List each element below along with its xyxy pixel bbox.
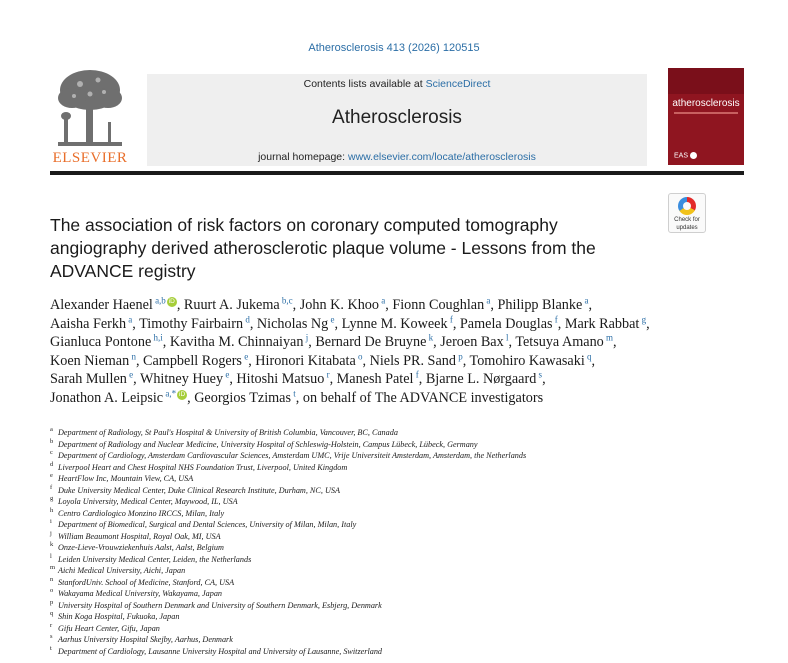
affiliation-text: Centro Cardiologico Monzino IRCCS, Milan, Italy xyxy=(58,508,225,518)
author-name[interactable]: Mark Rabbat xyxy=(564,315,640,332)
cover-stripe xyxy=(668,68,744,94)
journal-header xyxy=(50,66,744,166)
affiliation-marker[interactable]: e xyxy=(223,369,230,380)
author-name[interactable]: Aaisha Ferkh xyxy=(50,315,127,332)
check-label-2: updates xyxy=(676,225,698,231)
author-name[interactable]: Tomohiro Kawasaki xyxy=(469,352,585,369)
journal-name: Atherosclerosis xyxy=(332,107,462,128)
affiliation-marker[interactable]: f xyxy=(447,313,453,324)
affiliation-text: Department of Radiology and Nuclear Medicine, University Hospital of Schleswig-Holstein, Campus Lübeck, Lübeck, Germany xyxy=(58,439,478,449)
affiliation-text: Gifu Heart Center, Gifu, Japan xyxy=(58,623,160,633)
author-name[interactable]: Tetsuya Amano xyxy=(515,334,604,351)
affiliation-marker[interactable]: a xyxy=(378,295,386,306)
author[interactable] xyxy=(470,353,592,369)
author-name[interactable]: Whitney Huey xyxy=(139,371,224,388)
affiliation-text: Liverpool Heart and Chest Hospital NHS Foundation Trust, Liverpool, United Kingdom xyxy=(58,462,348,472)
elsevier-wordmark[interactable]: ELSEVIER xyxy=(52,150,128,166)
affiliation-marker[interactable]: s xyxy=(536,369,543,380)
author[interactable] xyxy=(143,353,248,369)
affiliation-text: Department of Radiology, St Paul's Hospital & University of British Columbia, Vancouver, BC, Canada xyxy=(58,428,398,437)
author-name[interactable]: Georgios Tzimas xyxy=(194,389,291,406)
affiliation-item: f Duke University Medical Center, Duke Clinical Research Institute, Durham, NC, USA xyxy=(50,483,340,495)
cover-divider xyxy=(674,112,738,114)
affiliation-marker[interactable]: t xyxy=(291,388,296,399)
author-name[interactable]: Niels PR. Sand xyxy=(369,352,456,369)
affiliation-marker[interactable]: f xyxy=(552,313,558,324)
affiliation-marker[interactable]: e xyxy=(241,351,249,362)
author[interactable] xyxy=(140,371,229,387)
affiliation-list xyxy=(50,427,750,657)
affiliation-item: e HeartFlow Inc, Mountain View, CA, USA xyxy=(50,472,194,483)
affiliation-item: r Gifu Heart Center, Gifu, Japan xyxy=(50,621,160,633)
crossmark-icon xyxy=(678,197,696,215)
affiliation-text: Department of Biomedical, Surgical and Dental Sciences, University of Milan, Milan, Italy xyxy=(58,520,357,529)
journal-masthead xyxy=(147,74,647,166)
affiliation-text: Loyola University, Medical Center, Maywood, IL, USA xyxy=(58,497,238,506)
affiliation-item: i Department of Biomedical, Surgical and Dental Sciences, University of Milan, Milan, Italy xyxy=(50,518,357,529)
contents-prefix: Contents lists available at xyxy=(303,78,426,90)
affiliation-marker[interactable]: l xyxy=(503,332,509,343)
author[interactable] xyxy=(392,297,490,313)
journal-cover[interactable] xyxy=(668,68,744,165)
author-name[interactable]: Manesh Patel xyxy=(336,371,414,388)
affiliation-marker[interactable]: g xyxy=(639,313,647,324)
homepage-prefix: journal homepage: xyxy=(258,151,348,163)
author[interactable] xyxy=(50,334,163,350)
affiliation-marker[interactable]: a,b xyxy=(152,295,166,306)
affiliation-item: p University Hospital of Southern Denmark and University of Southern Denmark, Esbjerg, Denmark xyxy=(50,598,382,610)
affiliation-item: n StanfordUniv. School of Medicine, Stanford, CA, USA xyxy=(50,575,235,587)
affiliation-marker[interactable]: e xyxy=(126,369,134,380)
affiliation-item: a Department of Radiology, St Paul's Hospital & University of British Columbia, Vancouver, BC, Canada xyxy=(50,426,398,437)
author[interactable] xyxy=(256,313,335,332)
author[interactable] xyxy=(300,297,385,313)
affiliation-item: t Department of Cardiology, Lausanne University Hospital and University of Lausanne, Switzerland xyxy=(50,644,383,656)
affiliation-text: Department of Cardiology, Lausanne University Hospital and University of Lausanne, Switzerland xyxy=(58,646,383,656)
author-list: Alexander Haenel $^{a,b}$ iD , Ruurt A. Jukema $^{b,c}$, John K. Khoo $^a$, Fionn Coughlan $^a$, Philipp Blanke $^a$, Aaisha Ferkh $^a$, Timothy Fairbairn $^d$, Nicholas Ng $^e$, Lynne M. Koweek $^f$, Pamela Douglas $^f$, Mark Rabbat $^g$, Gianluca Pontone $^{h,i}$, Kavitha M. Chinnaiyan $^j$, Bernard De Bruyne $^k$, Jeroen Bax $^l$, Tetsuya Amano $^m$, Koen Nieman $^n$, Campbell Rogers $^e$, Hironori Kitabata $^o$, Niels PR. Sand $^p$, Tomohiro Kawasaki $^q$, Sarah Mullen $^e$, Whitney Huey $^e$, Hitoshi Matsuo $^r$, Manesh Patel $^f$, Bjarne L. Nørgaard $^s$, Jonathon A. Leipsic $^{a,*}$ iD , Georgios Tzimas $^t$, on behalf of The ADVANCE investigators xyxy=(50,295,650,406)
author-name[interactable]: Fionn Coughlan xyxy=(392,297,485,313)
author[interactable] xyxy=(337,371,419,387)
author-name[interactable]: Timothy Fairbairn xyxy=(139,315,244,332)
affiliation-item: l Leiden University Medical Center, Leiden, the Netherlands xyxy=(50,552,252,564)
author-name[interactable]: Koen Nieman xyxy=(50,352,130,369)
affiliation-item: d Liverpool Heart and Chest Hospital NHS Foundation Trust, Liverpool, United Kingdom xyxy=(50,460,348,472)
affiliation-text: Shin Koga Hospital, Fukuoka, Japan xyxy=(58,612,180,621)
affiliation-marker[interactable]: f xyxy=(413,369,419,380)
affiliation-item: b Department of Radiology and Nuclear Medicine, University Hospital of Schleswig-Holstein, Campus Lübeck, Lübeck, Germany xyxy=(50,437,478,449)
author-name[interactable]: Nicholas Ng xyxy=(256,315,329,332)
author-name[interactable]: Sarah Mullen xyxy=(50,371,127,388)
affiliation-item: j William Beaumont Hospital, Royal Oak, MI, USA xyxy=(50,529,221,541)
affiliation-text: Duke University Medical Center, Duke Clinical Research Institute, Durham, NC, USA xyxy=(58,485,340,495)
author[interactable] xyxy=(440,334,508,350)
header-rule xyxy=(50,171,744,175)
author[interactable] xyxy=(498,297,589,313)
author-name[interactable]: Bjarne L. Nørgaard xyxy=(425,371,537,388)
author[interactable] xyxy=(459,313,558,332)
affiliation-marker[interactable]: d xyxy=(243,313,250,324)
affiliation-text: William Beaumont Hospital, Royal Oak, MI, USA xyxy=(58,531,221,541)
affiliation-marker[interactable]: e xyxy=(328,313,335,324)
affiliation-marker[interactable]: p xyxy=(455,351,463,362)
check-for-updates-button[interactable] xyxy=(668,193,706,233)
affiliation-text: University Hospital of Southern Denmark and University of Southern Denmark, Esbjerg, Denmark xyxy=(58,600,382,610)
affiliation-text: HeartFlow Inc, Mountain View, CA, USA xyxy=(58,474,194,483)
author-name[interactable]: Jonathon A. Leipsic xyxy=(50,389,164,406)
affiliation-marker[interactable]: a xyxy=(484,295,491,306)
affiliation-marker[interactable]: a xyxy=(582,295,589,306)
affiliation-marker[interactable]: o xyxy=(355,351,363,362)
affiliation-text: Onze-Lieve-Vrouwziekenhuis Aalst, Aalst, Belgium xyxy=(58,543,224,552)
author[interactable] xyxy=(236,371,329,387)
orcid-icon[interactable]: iD xyxy=(179,391,186,399)
affiliation-marker[interactable]: j xyxy=(303,332,309,343)
affiliation-item: k Onze-Lieve-Vrouwziekenhuis Aalst, Aalst, Belgium xyxy=(50,541,224,552)
author-name[interactable]: Jeroen Bax xyxy=(440,334,504,351)
homepage-line xyxy=(147,151,647,163)
affiliation-item: o Wakayama Medical University, Wakayama, Japan xyxy=(50,587,223,598)
affiliation-marker[interactable]: k xyxy=(426,332,434,343)
eas-logo-icon xyxy=(690,152,697,159)
affiliation-text: Department of Cardiology, Amsterdam Cardiovascular Sciences, Amsterdam UMC, Vrije Universiteit Amsterdam, Amsterdam, the Netherlands xyxy=(58,451,527,460)
sciencedirect-link[interactable]: ScienceDirect xyxy=(425,78,491,90)
author[interactable] xyxy=(170,334,308,350)
author[interactable] xyxy=(50,297,177,313)
affiliation-item: g Loyola University, Medical Center, Maywood, IL, USA xyxy=(50,495,238,506)
affiliation-marker[interactable]: a,* xyxy=(163,388,177,399)
affiliation-item: q Shin Koga Hospital, Fukuoka, Japan xyxy=(50,610,180,621)
author[interactable] xyxy=(50,390,187,406)
homepage-link[interactable]: www.elsevier.com/locate/atherosclerosis xyxy=(347,151,536,163)
author[interactable] xyxy=(50,353,136,369)
author[interactable] xyxy=(515,334,613,350)
affiliation-text: Aarhus University Hospital Skejby, Aarhus, Denmark xyxy=(58,635,233,644)
author-name[interactable]: Alexander Haenel xyxy=(50,297,153,313)
affiliation-text: Aichi Medical University, Aichi, Japan xyxy=(58,566,186,575)
affiliation-marker[interactable]: r xyxy=(324,369,330,380)
author-name[interactable]: Pamela Douglas xyxy=(459,315,553,332)
cover-eas-text: EAS xyxy=(674,152,689,159)
affiliation-text: StanfordUniv. School of Medicine, Stanford, CA, USA xyxy=(58,577,235,587)
affiliation-marker[interactable]: b,c xyxy=(279,295,293,306)
author-name[interactable]: Ruurt A. Jukema xyxy=(183,297,280,313)
author[interactable] xyxy=(564,313,647,332)
author-name[interactable]: Kavitha M. Chinnaiyan xyxy=(169,334,304,351)
affiliation-marker[interactable]: n xyxy=(129,351,136,362)
journal-citation[interactable]: Atherosclerosis 413 (2026) 120515 xyxy=(308,42,480,54)
check-label-1: Check for xyxy=(674,217,700,223)
author-name[interactable]: John K. Khoo xyxy=(299,297,379,313)
author-name[interactable]: Hitoshi Matsuo xyxy=(236,371,325,388)
author-name[interactable]: Lynne M. Koweek xyxy=(341,315,448,332)
affiliation-item: s Aarhus University Hospital Skejby, Aarhus, Denmark xyxy=(50,633,233,644)
author[interactable] xyxy=(139,313,250,332)
author-name[interactable]: Gianluca Pontone xyxy=(50,334,152,351)
affiliation-marker[interactable]: a xyxy=(126,313,133,324)
author[interactable] xyxy=(50,313,133,332)
affiliation-marker[interactable]: h,i xyxy=(151,332,163,343)
cover-title: atherosclerosis xyxy=(672,98,740,109)
cover-eas-badge xyxy=(674,152,697,159)
contents-line xyxy=(147,78,647,90)
author-group-suffix: , on behalf of The ADVANCE investigators xyxy=(295,389,544,406)
affiliation-marker[interactable]: m xyxy=(603,332,614,343)
author[interactable] xyxy=(426,371,542,387)
author[interactable] xyxy=(341,313,453,332)
author[interactable] xyxy=(184,297,293,313)
author[interactable] xyxy=(255,353,362,369)
affiliation-item: c Department of Cardiology, Amsterdam Cardiovascular Sciences, Amsterdam UMC, Vrije Universiteit Amsterdam, Amsterdam, the Netherlands xyxy=(50,449,527,460)
author[interactable] xyxy=(315,334,433,350)
author[interactable] xyxy=(50,371,133,387)
affiliation-item: h Centro Cardiologico Monzino IRCCS, Milan, Italy xyxy=(50,506,225,518)
article-title: The association of risk factors on coronary computed tomography angiography derived atherosclerotic plaque volume - Lessons from the ADVANCE registry xyxy=(50,215,596,281)
author-name[interactable]: Campbell Rogers xyxy=(143,352,242,369)
author[interactable] xyxy=(370,353,463,369)
author-name[interactable]: Hironori Kitabata xyxy=(255,352,356,369)
affiliation-text: Wakayama Medical University, Wakayama, Japan xyxy=(58,589,223,598)
orcid-icon[interactable]: iD xyxy=(168,298,175,306)
author-name[interactable]: Bernard De Bruyne xyxy=(315,334,427,351)
author-name[interactable]: Philipp Blanke xyxy=(497,297,583,313)
affiliation-text: Leiden University Medical Center, Leiden, the Netherlands xyxy=(58,554,252,564)
affiliation-marker[interactable]: q xyxy=(584,351,592,362)
author[interactable] xyxy=(194,390,296,406)
affiliation-item: m Aichi Medical University, Aichi, Japan xyxy=(50,564,186,575)
